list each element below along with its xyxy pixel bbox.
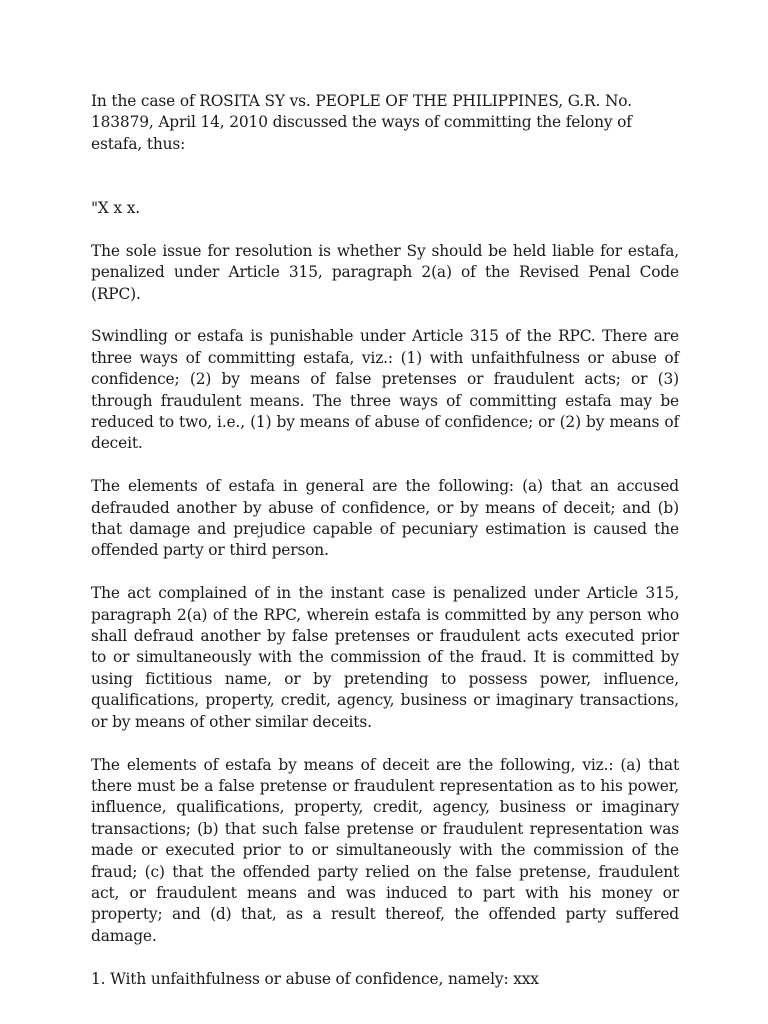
general-elements-paragraph: The elements of estafa in general are the following: (a) that an accused defrauded another by abuse of confidence, or by means of deceit; and (b) that damage and prejudice capable of pecuniary estimation is caused the offended party or third person. xyxy=(91,477,679,560)
act-complained-paragraph: The act complained of in the instant case is penalized under Article 315, paragraph 2(a) of the RPC, wherein estafa is committed by any person who shall defraud another by false pretenses or fraudulent acts executed prior to or simultaneously with the commission of the fraud. It is committed by using fictitious name, or by pretending to possess power, influence, qualifications, property, credit, agency, business or imaginary transactions, or by means of other similar deceits. xyxy=(91,584,679,731)
intro-paragraph: In the case of ROSITA SY vs. PEOPLE OF THE PHILIPPINES, G.R. No. 183879, April 14, 2010 discussed the ways of committing the felony of estafa, thus: xyxy=(91,92,632,153)
ways-of-estafa-paragraph: Swindling or estafa is punishable under Article 315 of the RPC. There are three ways of committing estafa, viz.: (1) with unfaithfulness or abuse of confidence; (2) by means of false pretenses or fraudulent acts; or (3) through fraudulent means. The three ways of committing estafa may be reduced to two, i.e., (1) by means of abuse of confidence; or (2) by means of deceit. xyxy=(91,327,679,453)
issue-paragraph: The sole issue for resolution is whether Sy should be held liable for estafa, penalized under Article 315, paragraph 2(a) of the Revised Penal Code (RPC). xyxy=(91,241,679,303)
deceit-elements-paragraph: The elements of estafa by means of deceit are the following, viz.: (a) that there must be a false pretense or fraudulent representation as to his power, influence, qualifications, property, credit, agency, business or imaginary transactions; (b) that such false pretense or fraudulent representation was made or executed prior to or simultaneously with the commission of the fraud; (c) that the offended party relied on the false pretense, fraudulent act, or fraudulent means and was induced to part with his money or property; and (d) that, as a result thereof, the offended party suffered damage. xyxy=(91,755,679,945)
quote-opening: "X x x. xyxy=(91,199,141,218)
document-body xyxy=(91,91,679,1011)
numbered-item-paragraph: 1. With unfaithfulness or abuse of confidence, namely: xxx xyxy=(91,969,539,988)
